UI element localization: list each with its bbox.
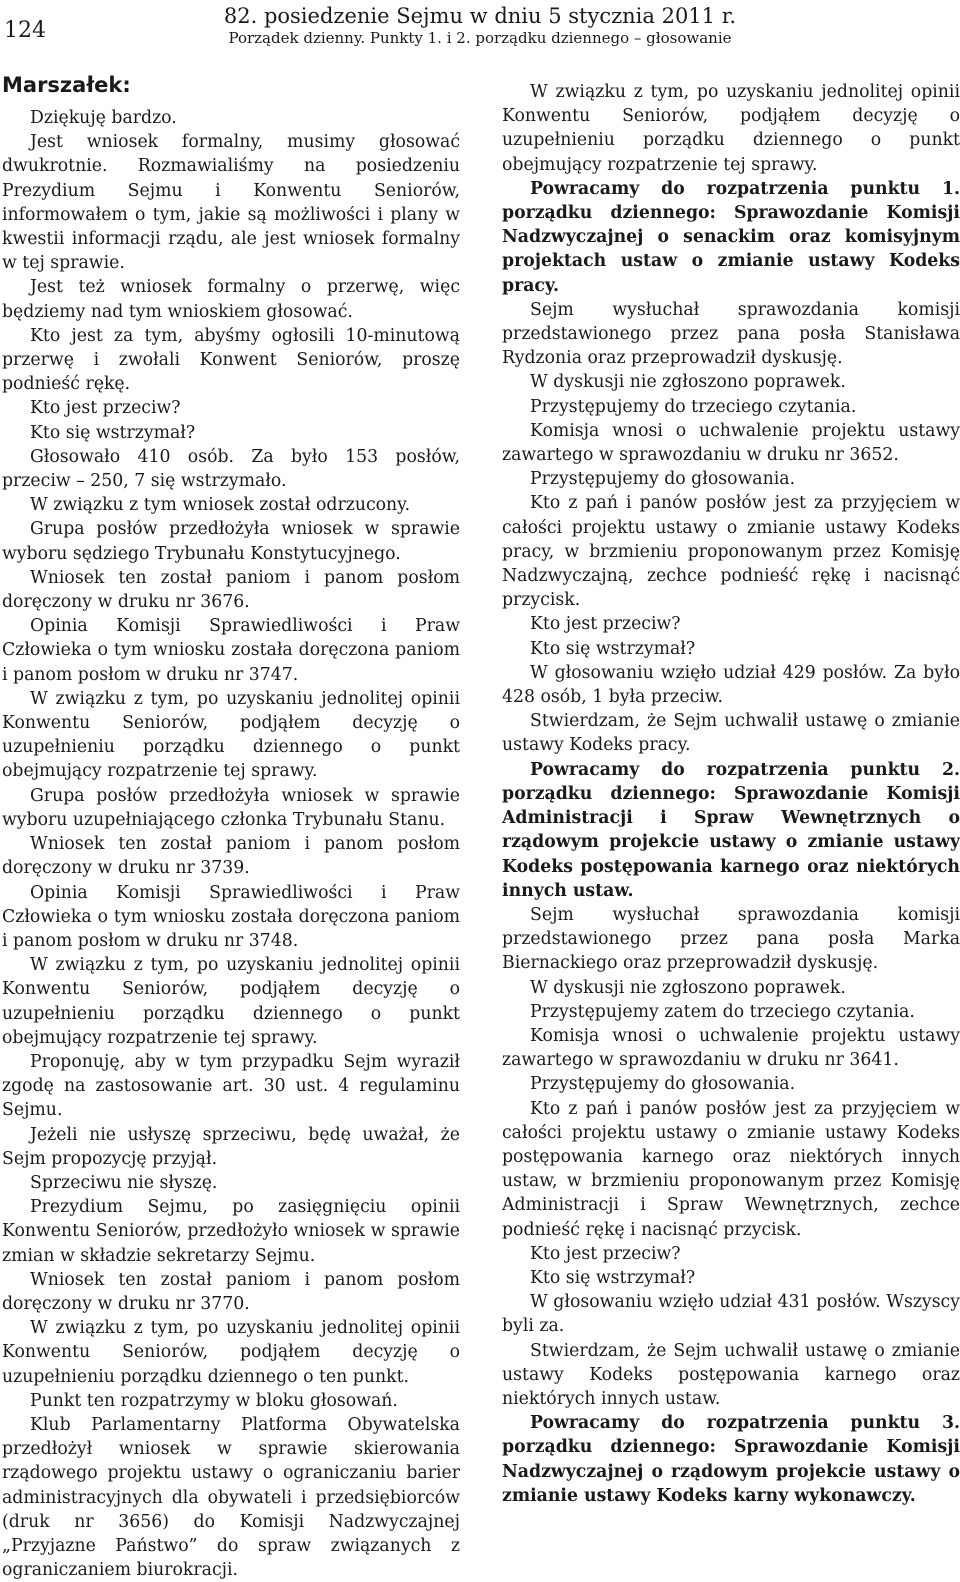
paragraph: W głosowaniu wzięło udział 431 posłów. Wszyscy byli za. bbox=[502, 1292, 960, 1337]
paragraph: Prezydium Sejmu, po zasięgnięciu opinii Konwentu Seniorów, przedłożyło wniosek w sprawie zmian w składzie sekretarzy Sejmu. bbox=[2, 1197, 460, 1266]
paragraph: Sprzeciwu nie słyszę. bbox=[30, 1172, 218, 1193]
paragraph: Wniosek ten został paniom i panom posłom doręczony w druku nr 3676. bbox=[2, 567, 460, 613]
paragraph: W związku z tym, po uzyskaniu jednolitej opinii Konwentu Seniorów, podjąłem decyzję o uzupełnieniu porządku dziennego o punkt obejmujący rozpatrzenie tej sprawy. bbox=[502, 82, 960, 175]
paragraph: W związku z tym, po uzyskaniu jednolitej opinii Konwentu Seniorów, podjąłem decyzję o uzupełnieniu porządku dziennego o punkt obejmujący rozpatrzenie tej sprawy. bbox=[2, 688, 460, 782]
paragraph: Wniosek ten został paniom i panom posłom doręczony w druku nr 3739. bbox=[2, 834, 460, 879]
paragraph: W dyskusji nie zgłoszono poprawek. bbox=[530, 977, 846, 998]
paragraph: W dyskusji nie zgłoszono poprawek. bbox=[530, 372, 846, 393]
speaker-name: Marszałek: bbox=[2, 73, 131, 97]
paragraph: Jest wniosek formalny, musimy głosować dwukrotnie. Rozmawialiśmy na posiedzeniu Prezydium Sejmu i Konwentu Seniorów, informowałem o tym, jakie są możliwości i plany w kwestii informacji rządu, ale jest wniosek formalny w tej sprawie. bbox=[2, 132, 460, 274]
paragraph: Opinia Komisji Sprawiedliwości i Praw Człowieka o tym wniosku została doręczona paniom i panom posłom w druku nr 3747. bbox=[2, 616, 460, 685]
paragraph: Kto jest przeciw? bbox=[530, 614, 681, 635]
paragraph: W związku z tym, po uzyskaniu jednolitej opinii Konwentu Seniorów, podjąłem decyzję o uzupełnieniu porządku dziennego o ten punkt. bbox=[2, 1318, 460, 1387]
paragraph: Sejm wysłuchał sprawozdania komisji przedstawionego przez pana posła Marka Biernackiego oraz przeprowadził dyskusję. bbox=[502, 904, 960, 974]
right-column bbox=[502, 80, 960, 1508]
paragraph: Kto się wstrzymał? bbox=[30, 422, 196, 443]
paragraph: Opinia Komisji Sprawiedliwości i Praw Człowieka o tym wniosku została doręczona paniom i panom posłom w druku nr 3748. bbox=[2, 882, 460, 951]
paragraph: Grupa posłów przedłożyła wniosek w sprawie wyboru sędziego Trybunału Konstytucyjnego. bbox=[2, 519, 460, 564]
paragraph: Stwierdzam, że Sejm uchwalił ustawę o zmianie ustawy Kodeks pracy. bbox=[502, 711, 960, 756]
paragraph: Punkt ten rozpatrzymy w bloku głosowań. bbox=[30, 1390, 398, 1411]
paragraph: Przystępujemy do głosowania. bbox=[530, 469, 796, 490]
paragraph: Kto jest za tym, abyśmy ogłosili 10-minutową przerwę i zwołali Konwent Seniorów, proszę podnieść rękę. bbox=[2, 325, 460, 395]
agenda-subtitle: Porządek dzienny. Punkty 1. i 2. porządku dziennego – głosowanie bbox=[228, 29, 732, 47]
paragraph: Grupa posłów przedłożyła wniosek w sprawie wyboru uzupełniającego członka Trybunału Stanu. bbox=[2, 785, 460, 830]
paragraph: W związku z tym, po uzyskaniu jednolitej opinii Konwentu Seniorów, podjąłem decyzję o uzupełnieniu porządku dziennego o punkt obejmujący rozpatrzenie tej sprawy. bbox=[2, 955, 460, 1048]
paragraph: Komisja wnosi o uchwalenie projektu ustawy zawartego w sprawozdaniu w druku nr 3652. bbox=[502, 420, 960, 466]
paragraph: Przystępujemy do głosowania. bbox=[530, 1074, 796, 1095]
paragraph: Klub Parlamentarny Platforma Obywatelska przedłożył wniosek w sprawie skierowania rządowego projektu ustawy o ograniczaniu barier administracyjnych dla obywateli i przedsiębiorców (druk nr 3656) do Komisji Nadzwyczajnej „Przyjazne Państwo” do spraw związanych z ograniczaniem biurokracji. bbox=[2, 1414, 460, 1581]
paragraph: Jeżeli nie usłyszę sprzeciwu, będę uważał, że Sejm propozycję przyjął. bbox=[2, 1124, 460, 1169]
paragraph: Komisja wnosi o uchwalenie projektu ustawy zawartego w sprawozdaniu w druku nr 3641. bbox=[502, 1025, 960, 1071]
paragraph: W związku z tym wniosek został odrzucony. bbox=[30, 495, 411, 516]
paragraph: Kto jest przeciw? bbox=[530, 1243, 681, 1264]
paragraph: Stwierdzam, że Sejm uchwalił ustawę o zmianie ustawy Kodeks postępowania karnego oraz niektórych innych ustaw. bbox=[502, 1340, 960, 1409]
agenda-item-heading: Powracamy do rozpatrzenia punktu 3. porządku dziennego: Sprawozdanie Komisji Nadzwyczajnej o rządowym projekcie ustawy o zmianie ustawy Kodeks karny wykonawczy. bbox=[502, 1413, 960, 1506]
paragraph: Proponuję, aby w tym przypadku Sejm wyraził zgodę na zastosowanie art. 30 ust. 4 regulaminu Sejmu. bbox=[2, 1051, 460, 1121]
paragraph: Przystępujemy zatem do trzeciego czytania. bbox=[530, 1001, 915, 1022]
paragraph: Kto z pań i panów posłów jest za przyjęciem w całości projektu ustawy o zmianie ustawy Kodeks pracy, w brzmieniu proponowanym przez Komisję Nadzwyczajną, zechce podnieść rękę i nacisnąć przycisk. bbox=[502, 493, 960, 611]
session-title: 82. posiedzenie Sejmu w dniu 5 stycznia 2011 r. bbox=[223, 4, 737, 28]
paragraph: Wniosek ten został paniom i panom posłom doręczony w druku nr 3770. bbox=[2, 1269, 460, 1314]
page-header bbox=[0, 4, 960, 48]
page-number: 124 bbox=[4, 18, 46, 43]
paragraph: W głosowaniu wzięło udział 429 posłów. Za było 428 osób, 1 była przeciw. bbox=[502, 662, 960, 708]
paragraph: Kto się wstrzymał? bbox=[530, 638, 696, 659]
paragraph: Przystępujemy do trzeciego czytania. bbox=[530, 396, 857, 417]
paragraph: Jest też wniosek formalny o przerwę, więc będziemy nad tym wnioskiem głosować. bbox=[2, 277, 460, 322]
agenda-item-heading: Powracamy do rozpatrzenia punktu 1. porządku dziennego: Sprawozdanie Komisji Nadzwyczajnej o senackim oraz komisyjnym projektach ustaw o zmianie ustawy Kodeks pracy. bbox=[502, 178, 960, 296]
paragraph: Kto się wstrzymał? bbox=[530, 1267, 696, 1288]
paragraph: Dziękuję bardzo. bbox=[30, 108, 177, 128]
left-column bbox=[2, 72, 460, 1582]
paragraph: Kto jest przeciw? bbox=[30, 398, 181, 419]
paragraph: Sejm wysłuchał sprawozdania komisji przedstawionego przez pana posła Stanisława Rydzonia oraz przeprowadził dyskusję. bbox=[502, 299, 960, 369]
agenda-item-heading: Powracamy do rozpatrzenia punktu 2. porządku dziennego: Sprawozdanie Komisji Administracji i Spraw Wewnętrznych o rządowym projekcie ustawy o zmianie ustawy Kodeks postępowania karnego oraz niektórych innych ustaw. bbox=[502, 759, 960, 901]
paragraph: Kto z pań i panów posłów jest za przyjęciem w całości projektu ustawy o zmianie ustawy Kodeks postępowania karnego oraz niektórych innych ustaw, w brzmieniu proponowanym przez Komisję Administracji i Spraw Wewnętrznych, zechce podnieść rękę i nacisnąć przycisk. bbox=[502, 1098, 960, 1240]
paragraph: Głosowało 410 osób. Za było 153 posłów, przeciw – 250, 7 się wstrzymało. bbox=[2, 446, 460, 492]
